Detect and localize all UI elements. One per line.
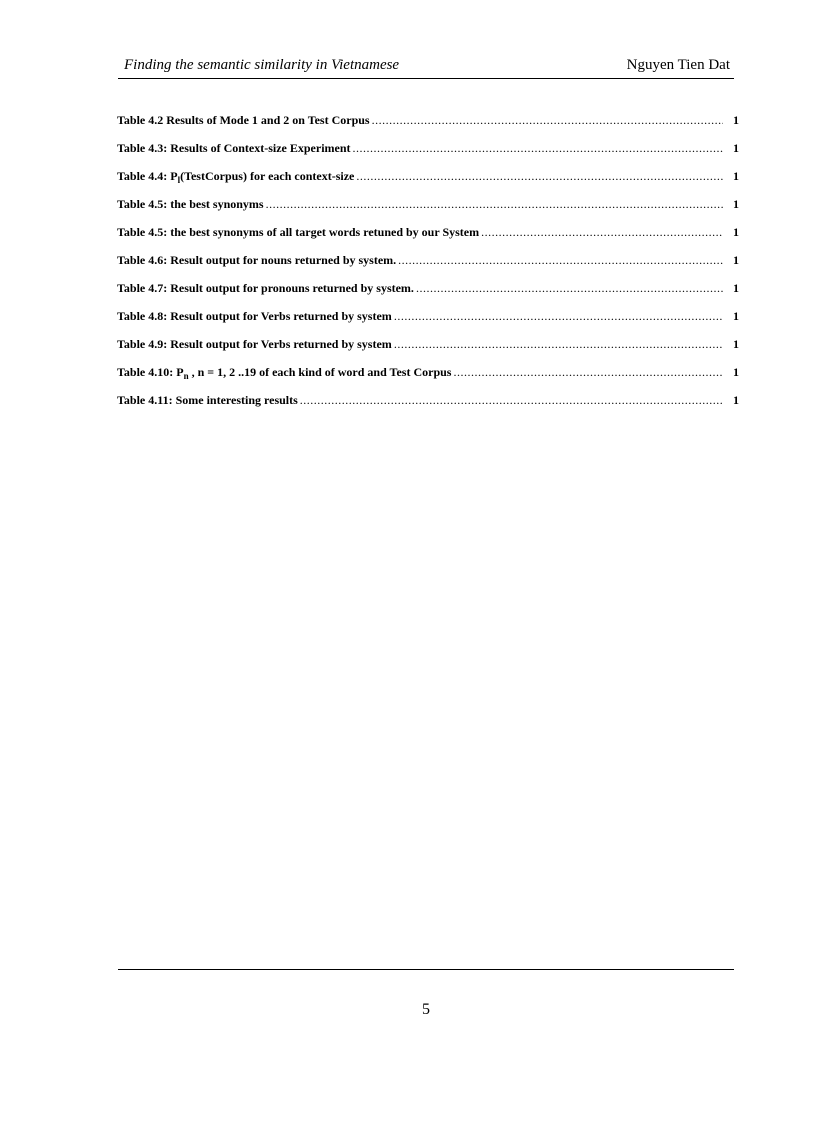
footer-divider: [118, 969, 734, 970]
toc-entry[interactable]: [117, 141, 739, 169]
toc-entry-page: 1: [733, 253, 739, 267]
toc-entry-label: [117, 169, 354, 184]
page-header: [118, 56, 734, 79]
dot-leader: [453, 365, 723, 380]
toc-entry[interactable]: [117, 365, 739, 393]
toc-entry-label: Table 4.9: Result output for Verbs returned by system: [117, 337, 392, 351]
toc-entry-label: Table 4.11: Some interesting results: [117, 393, 298, 407]
toc-entry[interactable]: [117, 197, 739, 225]
toc-entry-label: Table 4.3: Results of Context-size Experiment: [117, 141, 351, 155]
list-of-tables: [117, 113, 739, 421]
author-name: Nguyen Tien Dat: [626, 57, 730, 73]
toc-entry-label-text: Table 4.4: P: [117, 169, 178, 183]
toc-entry-page: 1: [733, 113, 739, 127]
toc-entry-page: 1: [733, 309, 739, 323]
toc-entry-label-text: (TestCorpus) for each context-size: [180, 169, 355, 183]
toc-entry-label: Table 4.5: the best synonyms: [117, 197, 264, 211]
toc-entry-label: Table 4.5: the best synonyms of all target words retuned by our System: [117, 225, 480, 239]
toc-entry-label: Table 4.8: Result output for Verbs returned by system: [117, 309, 392, 323]
toc-entry-page: 1: [733, 365, 739, 379]
dot-leader: [416, 281, 723, 296]
dot-leader: [266, 197, 723, 212]
dot-leader: [300, 393, 723, 408]
toc-entry-page: 1: [733, 169, 739, 183]
dot-leader: [394, 309, 723, 324]
toc-entry-label-text: Table 4.10: P: [117, 365, 184, 379]
toc-entry[interactable]: [117, 309, 739, 337]
toc-entry[interactable]: [117, 253, 739, 281]
dot-leader: [481, 225, 723, 240]
toc-entry-page: 1: [733, 281, 739, 295]
toc-entry-label-text: , n = 1, 2 ..19 of each kind of word and Test Corpus: [188, 365, 452, 379]
subscript: l: [177, 175, 181, 185]
toc-entry[interactable]: [117, 393, 739, 421]
toc-entry-label: [117, 365, 451, 380]
toc-entry-page: 1: [733, 337, 739, 351]
document-title: Finding the semantic similarity in Vietnamese: [124, 57, 400, 73]
page-number: 5: [422, 1001, 430, 1018]
toc-entry[interactable]: [117, 337, 739, 365]
dot-leader: [372, 113, 723, 128]
dot-leader: [356, 169, 723, 184]
toc-entry-page: 1: [733, 225, 739, 239]
toc-entry-page: 1: [733, 393, 739, 407]
toc-entry[interactable]: [117, 225, 739, 253]
dot-leader: [353, 141, 723, 156]
toc-entry[interactable]: [117, 169, 739, 197]
dot-leader: [398, 253, 723, 268]
toc-entry-label: Table 4.7: Result output for pronouns returned by system.: [117, 281, 414, 295]
toc-entry[interactable]: [117, 113, 739, 141]
toc-entry-page: 1: [733, 197, 739, 211]
toc-entry[interactable]: [117, 281, 739, 309]
toc-entry-label: Table 4.2 Results of Mode 1 and 2 on Test Corpus: [117, 113, 370, 127]
dot-leader: [394, 337, 723, 352]
toc-entry-page: 1: [733, 141, 739, 155]
toc-entry-label: Table 4.6: Result output for nouns returned by system.: [117, 253, 397, 267]
subscript: n: [183, 371, 189, 381]
